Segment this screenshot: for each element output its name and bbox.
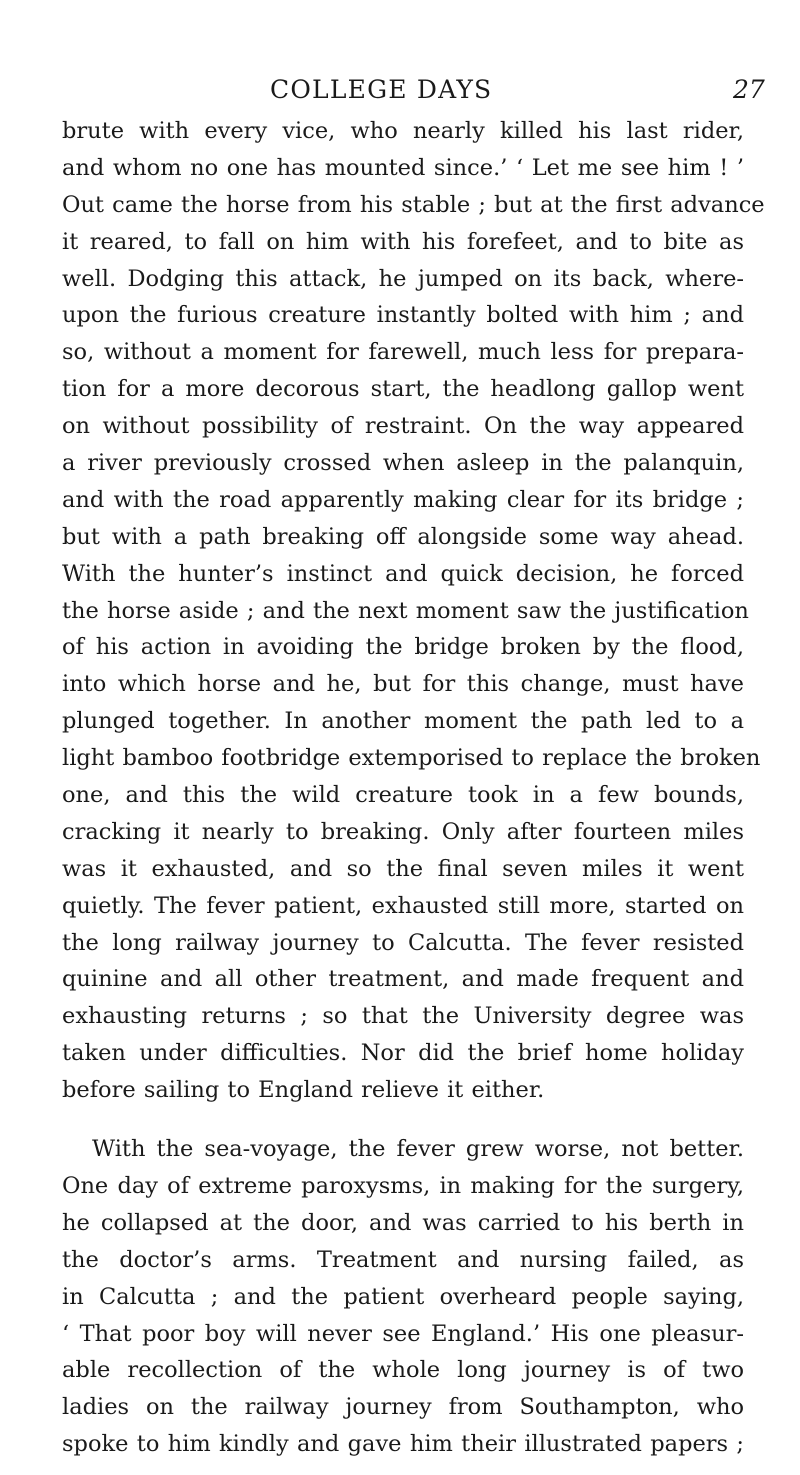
text-line: a river previously crossed when asleep in the palanquin, xyxy=(62,450,744,477)
text-line: With the hunter’s instinct and quick decision, he forced xyxy=(62,560,744,587)
text-line: With the sea-voyage, the fever grew worse, not better. xyxy=(92,1136,744,1163)
text-line: one, and this the wild creature took in a few bounds, xyxy=(62,782,744,809)
text-line: well. Dodging this attack, he jumped on its back, where- xyxy=(62,265,744,292)
text-line: exhausting returns ; so that the University degree was xyxy=(62,1003,744,1030)
text-line: ladies on the railway journey from Southampton, who xyxy=(62,1394,744,1421)
body-text xyxy=(62,113,765,1463)
running-head xyxy=(0,74,800,106)
text-line: and whom no one has mounted since.’ ‘ Let me see him ! ’ xyxy=(62,154,744,181)
text-line: it reared, to fall on him with his forefeet, and to bite as xyxy=(62,228,744,255)
text-line: so, without a moment for farewell, much less for prepara- xyxy=(62,339,744,366)
text-line: ‘ That poor boy will never see England.’ His one pleasur- xyxy=(62,1320,744,1347)
paragraph-gap xyxy=(62,1109,744,1131)
text-line: he collapsed at the door, and was carried to his berth in xyxy=(62,1209,744,1236)
text-line: into which horse and he, but for this change, must have xyxy=(62,671,744,698)
paragraph-2 xyxy=(62,1131,744,1463)
text-line: quinine and all other treatment, and made frequent and xyxy=(62,966,744,993)
text-line: quietly. The fever patient, exhausted still more, started on xyxy=(62,892,744,919)
text-line: but with a path breaking off alongside some way ahead. xyxy=(62,523,744,550)
text-line: before sailing to England relieve it either. xyxy=(62,1077,545,1104)
paragraph-1 xyxy=(62,113,765,1109)
text-line: light bamboo footbridge extemporised to replace the broken xyxy=(62,745,761,772)
text-line: the long railway journey to Calcutta. The fever resisted xyxy=(62,929,744,956)
text-line: able recollection of the whole long journey is of two xyxy=(62,1357,744,1384)
text-line: cracking it nearly to breaking. Only after fourteen miles xyxy=(62,818,744,845)
page-number: 27 xyxy=(733,75,765,104)
text-line: and with the road apparently making clear for its bridge ; xyxy=(62,486,744,513)
text-line: One day of extreme paroxysms, in making for the surgery, xyxy=(62,1172,744,1199)
text-line: the doctor’s arms. Treatment and nursing failed, as xyxy=(62,1246,744,1273)
text-line: plunged together. In another moment the path led to a xyxy=(62,708,744,735)
text-line: tion for a more decorous start, the headlong gallop went xyxy=(62,376,744,403)
text-line: upon the furious creature instantly bolted with him ; and xyxy=(62,302,744,329)
text-line: of his action in avoiding the bridge broken by the flood, xyxy=(62,634,744,661)
text-line: the horse aside ; and the next moment saw the justification xyxy=(62,597,749,624)
text-line: in Calcutta ; and the patient overheard people saying, xyxy=(62,1283,744,1310)
text-line: on without possibility of restraint. On the way appeared xyxy=(62,413,744,440)
text-line: spoke to him kindly and gave him their illustrated papers ; xyxy=(62,1431,744,1458)
running-title: COLLEGE DAYS xyxy=(270,75,493,104)
text-line: brute with every vice, who nearly killed his last rider, xyxy=(62,118,744,144)
text-line: Out came the horse from his stable ; but at the first advance xyxy=(62,191,765,218)
text-line: taken under difficulties. Nor did the brief home holiday xyxy=(62,1040,744,1067)
text-line: was it exhausted, and so the final seven miles it went xyxy=(62,855,744,882)
